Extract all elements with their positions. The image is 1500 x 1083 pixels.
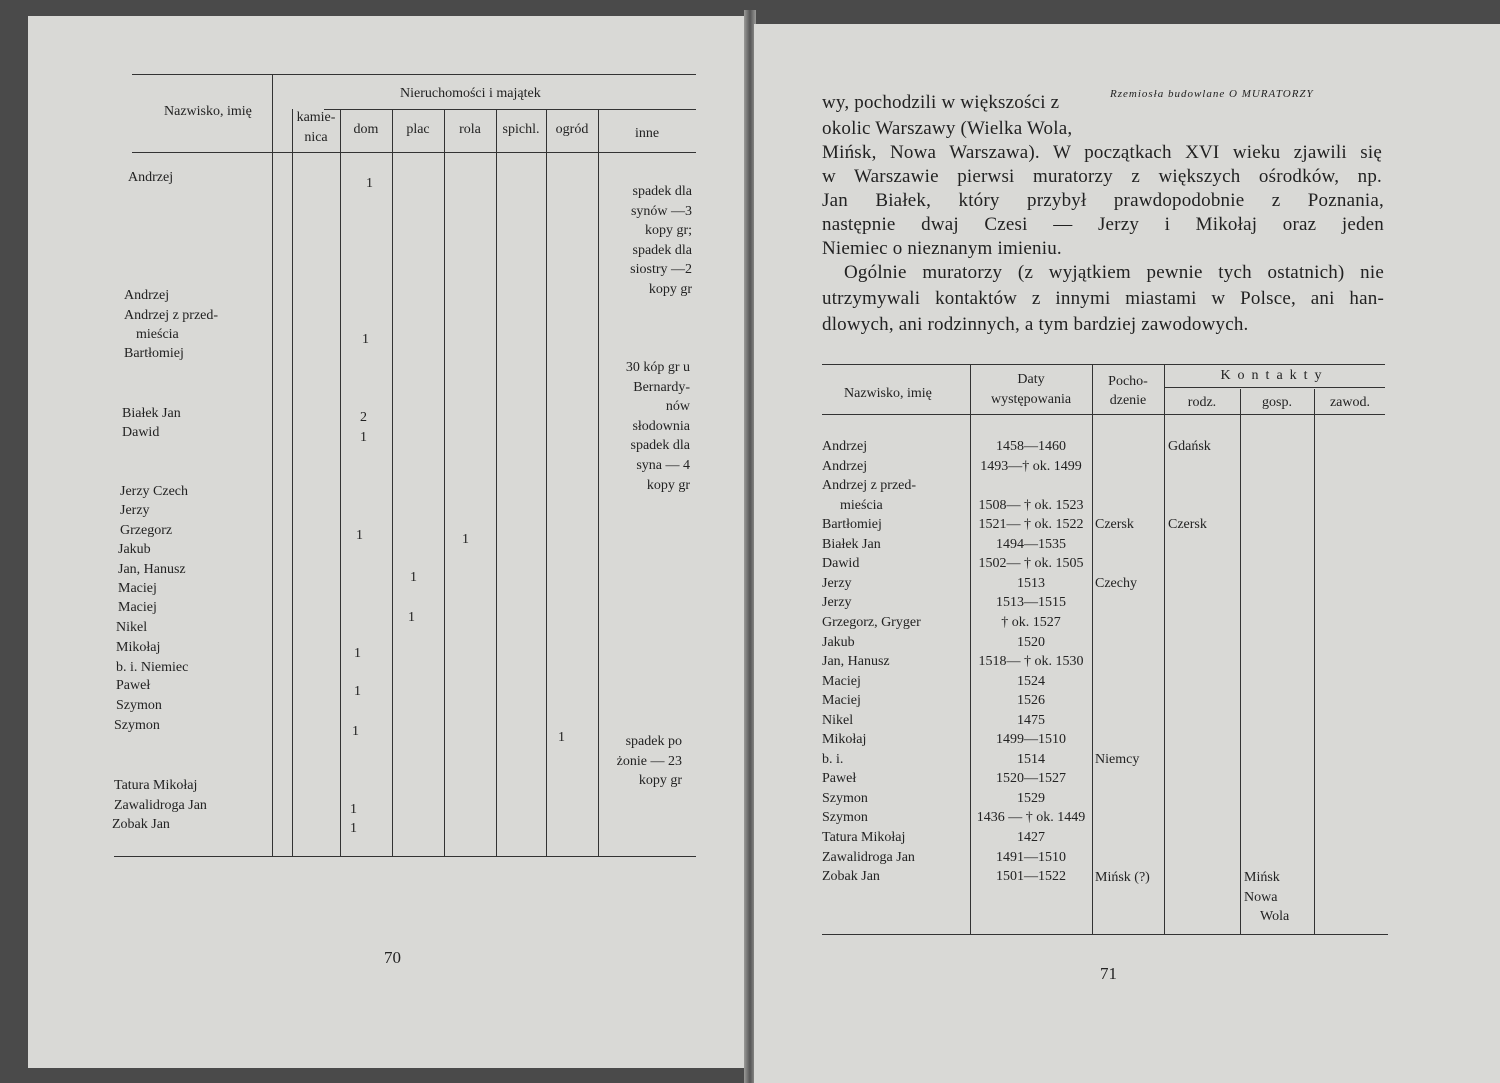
- name-cell: Zobak Jan: [112, 817, 170, 832]
- date-cell: 1501—1522: [996, 869, 1066, 885]
- name-cell: Maciej: [822, 693, 861, 709]
- header-ogrod: ogród: [555, 122, 589, 137]
- name-cell: Paweł: [822, 771, 857, 787]
- gosp-line: Wola: [1260, 909, 1290, 924]
- dom-cell: 1: [352, 724, 359, 739]
- gosp-line: Mińsk: [1244, 870, 1280, 885]
- running-head: Rzemiosła budowlane O MURATORZY: [1110, 88, 1314, 100]
- date-cell: 1518— † ok. 1530: [978, 654, 1084, 670]
- origin-cell: Czechy: [1095, 576, 1137, 591]
- date-cell: 1436 — † ok. 1449: [976, 810, 1086, 826]
- date-cell: 1520—1527: [996, 771, 1066, 787]
- col-rule: [1164, 364, 1165, 934]
- name-cell: Szymon: [822, 810, 868, 826]
- date-cell: 1529: [1017, 790, 1045, 806]
- paragraph-line: w Warszawie pierwsi muratorzy z większych ośrodków, np.: [822, 166, 1382, 187]
- name-cell: Jakub: [118, 542, 151, 557]
- name-cell: Paweł: [116, 678, 151, 693]
- date-cell: 1458—1460: [996, 439, 1066, 454]
- dom-cell: 1: [360, 430, 367, 445]
- rola-cell: 1: [462, 532, 469, 547]
- name-cell: Jan, Hanusz: [822, 654, 890, 670]
- header-zawod: zawod.: [1329, 395, 1371, 410]
- inne-cell: [606, 182, 692, 300]
- name-cell: Maciej: [822, 673, 861, 689]
- header-bottom-rule: [822, 414, 1385, 415]
- dom-cell: 1: [362, 332, 369, 347]
- inne-line: syna — 4: [636, 457, 690, 473]
- date-cell: 1520: [1017, 634, 1045, 650]
- dom-cell: 1: [350, 821, 357, 836]
- group-rule: [324, 109, 696, 110]
- header-gosp: gosp.: [1262, 395, 1292, 410]
- date-cell: 1475: [1017, 712, 1045, 728]
- origin-cell: Czersk: [1095, 517, 1134, 532]
- name-cell: Bartłomiej: [822, 517, 882, 533]
- name-cell: Szymon: [116, 698, 162, 713]
- name-cell: Mikołaj: [822, 732, 867, 748]
- origin-cell: Niemcy: [1095, 752, 1140, 767]
- header-origin: Pocho-: [1108, 374, 1148, 389]
- name-cell: Szymon: [114, 718, 160, 733]
- inne-line: kopy gr;: [644, 223, 692, 239]
- date-cell: 1427: [1017, 830, 1045, 845]
- name-cell: Jakub: [822, 634, 855, 650]
- inne-line: żonie — 23: [616, 753, 682, 769]
- col-rule: [272, 74, 273, 856]
- inne-line: kopy gr: [646, 477, 690, 493]
- inne-cell: [600, 358, 690, 495]
- header-spichl: spichl.: [502, 122, 540, 137]
- col-rule: [1240, 389, 1241, 934]
- name-cell: Zawalidroga Jan: [822, 849, 915, 865]
- inne-line: 30 kóp gr u: [625, 360, 690, 375]
- name-cell: Andrzej: [124, 288, 170, 303]
- header-bottom-rule: [132, 152, 696, 153]
- paragraph-line: Ogólnie muratorzy (z wyjątkiem pewnie tych ostatnich) nie: [844, 262, 1384, 283]
- col-rule: [340, 109, 341, 856]
- name-cell: Dawid: [122, 425, 160, 440]
- paragraph-line: następnie dwaj Czesi — Jerzy i Mikołaj oraz jeden: [822, 214, 1384, 235]
- date-cell: 1508— † ok. 1523: [978, 497, 1084, 513]
- dom-cell: 1: [354, 684, 361, 699]
- name-cell: Jerzy Czech: [120, 484, 189, 499]
- col-rule: [1314, 389, 1315, 934]
- kontakty-rule: [1164, 387, 1385, 388]
- header-inne: inne: [634, 126, 660, 141]
- table-bottom-rule: [114, 856, 696, 857]
- inne-line: kopy gr: [638, 773, 682, 789]
- ogrod-cell: 1: [558, 730, 565, 745]
- name-cell: Tatura Mikołaj: [822, 830, 906, 845]
- inne-line: nów: [665, 399, 690, 415]
- paragraph-line: okolic Warszawy (Wielka Wola,: [822, 118, 1073, 139]
- name-cell: Zawalidroga Jan: [114, 798, 207, 813]
- date-cell: 1493—† ok. 1499: [980, 458, 1082, 474]
- name-cell: Zobak Jan: [822, 869, 880, 885]
- col-rule: [392, 109, 393, 856]
- dom-cell: 1: [350, 802, 357, 817]
- date-cell: 1524: [1017, 673, 1045, 689]
- header-origin: dzenie: [1109, 393, 1147, 408]
- date-cell: 1526: [1017, 693, 1045, 709]
- paragraph-line: wy, pochodzili w większości z: [822, 92, 1060, 113]
- origin-cell: Mińsk (?): [1095, 870, 1150, 885]
- paragraph-line: Mińsk, Nowa Warszawa). W początkach XVI wieku zjawili się: [822, 142, 1382, 163]
- col-rule: [546, 109, 547, 856]
- name-cell: Białek Jan: [122, 406, 181, 421]
- dom-cell: 1: [356, 528, 363, 543]
- date-cell: 1494—1535: [996, 536, 1066, 552]
- gosp-cell: [1244, 868, 1289, 927]
- rodz-cell: Gdańsk: [1168, 439, 1211, 454]
- table-bottom-rule: [822, 934, 1388, 935]
- name-cell: Dawid: [822, 556, 860, 572]
- col-rule: [1092, 364, 1093, 934]
- inne-line: spadek po: [625, 734, 682, 749]
- dom-cell: 2: [360, 410, 367, 425]
- header-dates: Daty: [1017, 372, 1045, 387]
- name-cell: mieścia: [840, 497, 883, 513]
- date-cell: 1521— † ok. 1522: [978, 517, 1084, 533]
- name-cell: b. i.: [822, 751, 844, 767]
- name-cell: b. i. Niemiec: [116, 660, 189, 675]
- date-cell: † ok. 1527: [1001, 614, 1061, 630]
- name-cell: Nikel: [116, 620, 148, 635]
- name-cell: Nikel: [822, 712, 854, 728]
- inne-line: kopy gr: [648, 281, 692, 297]
- page-number: 71: [1100, 964, 1117, 983]
- inne-line: Bernardy-: [633, 379, 690, 395]
- name-cell: Grzegorz, Gryger: [822, 614, 921, 630]
- header-group: Nieruchomości i majątek: [400, 86, 541, 101]
- name-cell: Andrzej z przed-: [124, 308, 219, 323]
- name-cell: Andrzej: [822, 439, 868, 454]
- date-cell: 1502— † ok. 1505: [978, 556, 1084, 572]
- name-cell: Jan, Hanusz: [118, 562, 186, 577]
- date-cell: 1514: [1017, 751, 1045, 767]
- inne-cell: [594, 732, 682, 791]
- col-rule: [444, 109, 445, 856]
- plac-cell: 1: [410, 570, 417, 585]
- left-page: [28, 16, 746, 1068]
- name-cell: Jerzy: [822, 595, 852, 611]
- dom-cell: 1: [366, 176, 373, 191]
- paragraph-line: dlowych, ani rodzinnych, a tym bardziej zawodowych.: [822, 314, 1249, 335]
- rodz-cell: Czersk: [1168, 517, 1207, 532]
- date-cell: 1513—1515: [996, 595, 1066, 611]
- name-cell: Andrzej z przed-: [822, 478, 917, 494]
- date-cell: 1491—1510: [996, 849, 1066, 865]
- col-rule: [496, 109, 497, 856]
- header-kamienica: kamie- nica: [296, 110, 336, 145]
- inne-line: spadek dla: [632, 184, 692, 199]
- paragraph-line: Jan Białek, który przybył prawdopodobnie z Poznania,: [822, 190, 1384, 211]
- col-rule: [292, 109, 293, 856]
- name-cell: Jerzy: [120, 503, 150, 518]
- inne-line: słodownia: [632, 418, 690, 434]
- header-kontakty: Kontakty: [1220, 368, 1329, 383]
- name-cell: Maciej: [118, 600, 157, 615]
- date-cell: 1499—1510: [996, 732, 1066, 748]
- name-cell: Bartłomiej: [124, 346, 184, 361]
- header-rodz: rodz.: [1187, 395, 1217, 410]
- name-cell: Maciej: [118, 581, 157, 596]
- header-plac: plac: [406, 122, 430, 137]
- right-page: [754, 24, 1500, 1083]
- gosp-line: Nowa: [1244, 889, 1278, 905]
- inne-line: spadek dla: [630, 438, 690, 454]
- name-cell: Mikołaj: [116, 640, 161, 655]
- paragraph-line: utrzymywali kontaktów z innymi miastami w Polsce, ani han-: [822, 288, 1384, 309]
- table-top-rule: [132, 74, 696, 75]
- name-cell: Tatura Mikołaj: [114, 778, 198, 793]
- plac-cell: 1: [408, 610, 415, 625]
- table-top-rule: [822, 364, 1385, 365]
- header-name: Nazwisko, imię: [164, 104, 252, 119]
- name-cell: Andrzej: [822, 458, 868, 474]
- header-name: Nazwisko, imię: [844, 386, 932, 401]
- name-cell: Andrzej: [128, 170, 174, 185]
- header-dom: dom: [353, 122, 379, 137]
- date-cell: 1513: [1017, 575, 1045, 591]
- name-cell: Szymon: [822, 790, 868, 806]
- dom-cell: 1: [354, 646, 361, 661]
- name-cell: Grzegorz: [120, 523, 173, 538]
- header-dates: występowania: [990, 392, 1072, 407]
- inne-line: siostry —2: [630, 262, 692, 278]
- paragraph-line: Niemiec o nieznanym imieniu.: [822, 238, 1062, 259]
- header-rola: rola: [459, 122, 481, 137]
- page-number: 70: [384, 948, 401, 967]
- inne-line: spadek dla: [632, 242, 692, 258]
- inne-line: synów —3: [630, 203, 692, 219]
- name-cell: Białek Jan: [822, 536, 881, 552]
- name-cell: mieścia: [136, 327, 179, 342]
- name-cell: Jerzy: [822, 575, 852, 591]
